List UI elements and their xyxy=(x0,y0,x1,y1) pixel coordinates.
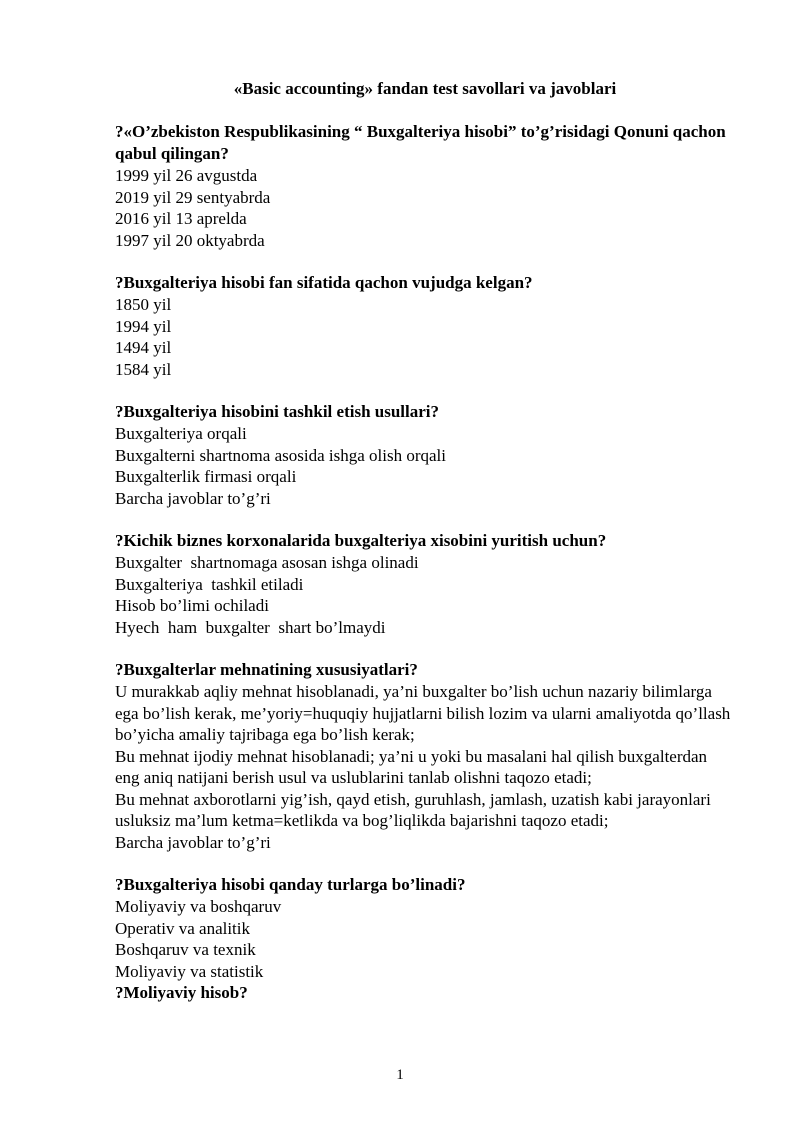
question-block xyxy=(115,659,735,853)
answer-option: U murakkab aqliy mehnat hisoblanadi, ya’ni buxgalter bo’lish uchun nazariy bilimlarga ega bo’lish kerak, me’yoriy=huquqiy hujjatlarni bilish lozim va ularni amaliyotda qo’llash bo’yicha amaliy tajribaga ega bo’lish kerak; xyxy=(115,682,731,744)
question-block xyxy=(115,874,735,982)
answer-option: Moliyaviy va statistik xyxy=(115,961,264,981)
answer-option: 1994 yil xyxy=(115,316,172,336)
question-text: ?Buxgalteriya hisobi fan sifatida qachon vujudga kelgan? xyxy=(115,273,533,292)
answer-option: 1494 yil xyxy=(115,338,172,357)
question-text: ?Moliyaviy hisob? xyxy=(115,983,248,1002)
question-text: ?«O’zbekiston Respublikasining “ Buxgalteriya hisobi” to’g’risidagi Qonuni qachon qabul qilingan? xyxy=(115,122,726,163)
answer-option: 1584 yil xyxy=(115,359,172,379)
page-number: 1 xyxy=(396,1067,404,1083)
question-block xyxy=(115,530,735,638)
answer-option: 1850 yil xyxy=(115,295,172,314)
answer-option: 2019 yil 29 sentyabrda xyxy=(115,187,271,207)
answer-option: Bu mehnat axborotlarni yig’ish, qayd etish, guruhlash, jamlash, uzatish kabi jarayonlari usluksiz ma’lum ketma=ketlikda va bog’liqlikda bajarishni taqozo etadi; xyxy=(115,789,711,830)
answer-option: Buxgalterlik firmasi orqali xyxy=(115,467,297,486)
answer-option: Boshqaruv va texnik xyxy=(115,940,256,959)
answer-option: Buxgalterni shartnoma asosida ishga olish orqali xyxy=(115,445,446,465)
question-text: ?Buxgalteriya hisobi qanday turlarga bo’linadi? xyxy=(115,875,466,894)
answer-option: Moliyaviy va boshqaruv xyxy=(115,897,282,916)
question-block xyxy=(115,401,735,509)
answer-option: 1999 yil 26 avgustda xyxy=(115,166,258,185)
answer-option: Buxgalter shartnomaga asosan ishga olinadi xyxy=(115,553,419,572)
answer-option: 2016 yil 13 aprelda xyxy=(115,209,247,228)
answer-option: Buxgalteriya orqali xyxy=(115,424,247,443)
answer-option: Buxgalteriya tashkil etiladi xyxy=(115,574,304,594)
question-text: ?Buxgalteriya hisobini tashkil etish usullari? xyxy=(115,402,440,421)
answer-option: Operativ va analitik xyxy=(115,918,251,938)
answer-option: Barcha javoblar to’g’ri xyxy=(115,488,271,508)
question-text: ?Buxgalterlar mehnatining xususiyatlari? xyxy=(115,660,418,679)
answer-option: Hisob bo’limi ochiladi xyxy=(115,596,269,615)
answer-option: 1997 yil 20 oktyabrda xyxy=(115,230,265,250)
document-title: «Basic accounting» fandan test savollari va javoblari xyxy=(233,79,617,98)
question-text: ?Kichik biznes korxonalarida buxgalteriya xisobini yuritish uchun? xyxy=(115,531,607,550)
answer-option: Bu mehnat ijodiy mehnat hisoblanadi; ya’ni u yoki bu masalani hal qilish buxgalterdan eng aniq natijani berish usul va uslublarini tanlab olishni taqozo etadi; xyxy=(115,746,708,787)
question-block xyxy=(115,272,735,380)
document-page xyxy=(115,78,735,1004)
question-block xyxy=(115,982,735,1004)
answer-option: Barcha javoblar to’g’ri xyxy=(115,832,271,852)
answer-option: Hyech ham buxgalter shart bo’lmaydi xyxy=(115,617,386,637)
question-block xyxy=(115,121,735,251)
